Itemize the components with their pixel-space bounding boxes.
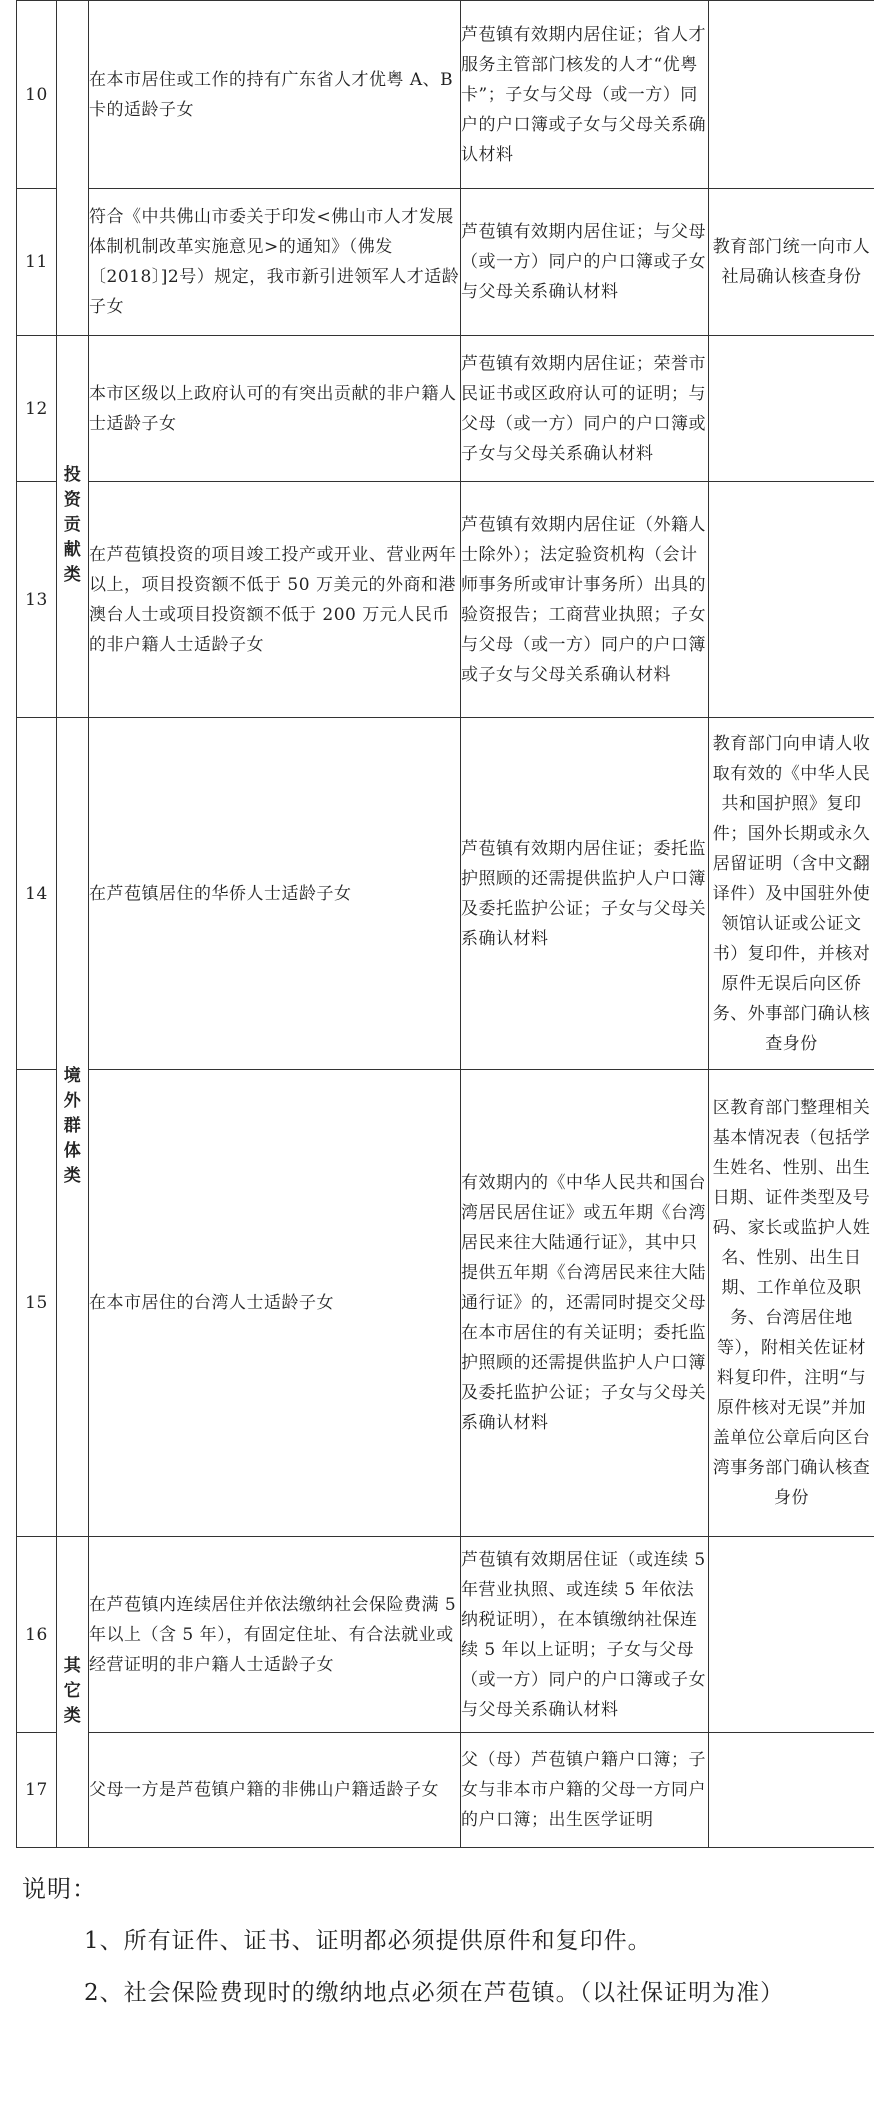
review-method xyxy=(709,1537,874,1733)
eligible-target: 在芦苞镇投资的项目竣工投产或开业、营业两年以上，项目投资额不低于 50 万美元的外商和港澳台人士或项目投资额不低于 200 万元人民币的非户籍人士适龄子女 xyxy=(89,482,461,718)
category-label: 境外群体类 xyxy=(63,1065,82,1186)
required-documents: 芦苞镇有效期内居住证；荣誉市民证书或区政府认可的证明；与父母（或一方）同户的户口簿或子女与父母关系确认材料 xyxy=(461,336,709,482)
eligible-target: 在芦苞镇居住的华侨人士适龄子女 xyxy=(89,718,461,1070)
row-number: 10 xyxy=(17,1,57,189)
category-label: 投资贡献类 xyxy=(63,465,82,585)
row-number: 17 xyxy=(17,1733,57,1848)
eligible-target: 在本市居住或工作的持有广东省人才优粤 A、B 卡的适龄子女 xyxy=(89,1,461,189)
review-method: 教育部门统一向市人社局确认核查身份 xyxy=(709,189,874,336)
required-documents: 父（母）芦苞镇户籍户口簿；子女与非本市户籍的父母一方同户的户口簿；出生医学证明 xyxy=(461,1733,709,1848)
review-method xyxy=(709,1733,874,1848)
required-documents: 芦苞镇有效期居住证（或连续 5 年营业执照、或连续 5 年依法纳税证明），在本镇缴纳社保连续 5 年以上证明；子女与父母（或一方）同户的户口簿或子女与父母关系确认材料 xyxy=(461,1537,709,1733)
required-documents: 芦苞镇有效期内居住证（外籍人士除外）；法定验资机构（会计师事务所或审计事务所）出具的验资报告；工商营业执照；子女与父母（或一方）同户的户口簿或子女与父母关系确认材料 xyxy=(461,482,709,718)
notes-title: 说明： xyxy=(22,1875,97,1903)
requirements-table xyxy=(16,0,874,1848)
row-number: 15 xyxy=(17,1070,57,1537)
table-row xyxy=(17,1070,874,1537)
review-method xyxy=(709,336,874,482)
required-documents: 芦苞镇有效期内居住证；委托监护照顾的还需提供监护人户口簿及委托监护公证；子女与父母关系确认材料 xyxy=(461,718,709,1070)
review-method xyxy=(709,1,874,189)
table-row xyxy=(17,336,874,482)
table-row xyxy=(17,718,874,1070)
category-cell xyxy=(57,1537,89,1848)
note-item-1: 1、所有证件、证书、证明都必须提供原件和复印件。 xyxy=(84,1928,652,1954)
table-row xyxy=(17,1537,874,1733)
category-cell xyxy=(57,336,89,718)
eligible-target: 本市区级以上政府认可的有突出贡献的非户籍人士适龄子女 xyxy=(89,336,461,482)
review-method: 教育部门向申请人收取有效的《中华人民共和国护照》复印件；国外长期或永久居留证明（含中文翻译件）及中国驻外使领馆认证或公证文书）复印件，并核对原件无误后向区侨务、外事部门确认核查身份 xyxy=(709,718,874,1070)
review-method: 区教育部门整理相关基本情况表（包括学生姓名、性别、出生日期、证件类型及号码、家长或监护人姓名、性别、出生日期、工作单位及职务、台湾居住地等），附相关佐证材料复印件，注明“与原件核对无误”并加盖单位公章后向区台湾事务部门确认核查身份 xyxy=(709,1070,874,1537)
table-row xyxy=(17,189,874,336)
notes-section xyxy=(22,1863,862,2019)
eligible-target: 在芦苞镇内连续居住并依法缴纳社会保险费满 5 年以上（含 5 年），有固定住址、有合法就业或经营证明的非户籍人士适龄子女 xyxy=(89,1537,461,1733)
eligible-target: 符合《中共佛山市委关于印发<佛山市人才发展体制机制改革实施意见>的通知》（佛发〔2018〕]2号）规定，我市新引进领军人才适龄子女 xyxy=(89,189,461,336)
row-number: 13 xyxy=(17,482,57,718)
row-number: 12 xyxy=(17,336,57,482)
category-label: 其它类 xyxy=(63,1655,82,1726)
row-number: 14 xyxy=(17,718,57,1070)
review-method xyxy=(709,482,874,718)
eligible-target: 父母一方是芦苞镇户籍的非佛山户籍适龄子女 xyxy=(89,1733,461,1848)
table-row xyxy=(17,482,874,718)
row-number: 11 xyxy=(17,189,57,336)
required-documents: 芦苞镇有效期内居住证；省人才服务主管部门核发的人才“优粤卡”；子女与父母（或一方）同户的户口簿或子女与父母关系确认材料 xyxy=(461,1,709,189)
table-row xyxy=(17,1,874,189)
required-documents: 有效期内的《中华人民共和国台湾居民居住证》或五年期《台湾居民来往大陆通行证》，其中只提供五年期《台湾居民来往大陆通行证》的，还需同时提交父母在本市居住的有关证明；委托监护照顾的还需提供监护人户口簿及委托监护公证；子女与父母关系确认材料 xyxy=(461,1070,709,1537)
required-documents: 芦苞镇有效期内居住证；与父母（或一方）同户的户口簿或子女与父母关系确认材料 xyxy=(461,189,709,336)
row-number: 16 xyxy=(17,1537,57,1733)
note-item-2: 2、社会保险费现时的缴纳地点必须在芦苞镇。（以社保证明为准） xyxy=(84,1980,785,2006)
category-cell xyxy=(57,718,89,1537)
table-row xyxy=(17,1733,874,1848)
eligible-target: 在本市居住的台湾人士适龄子女 xyxy=(89,1070,461,1537)
category-cell xyxy=(57,1,89,336)
